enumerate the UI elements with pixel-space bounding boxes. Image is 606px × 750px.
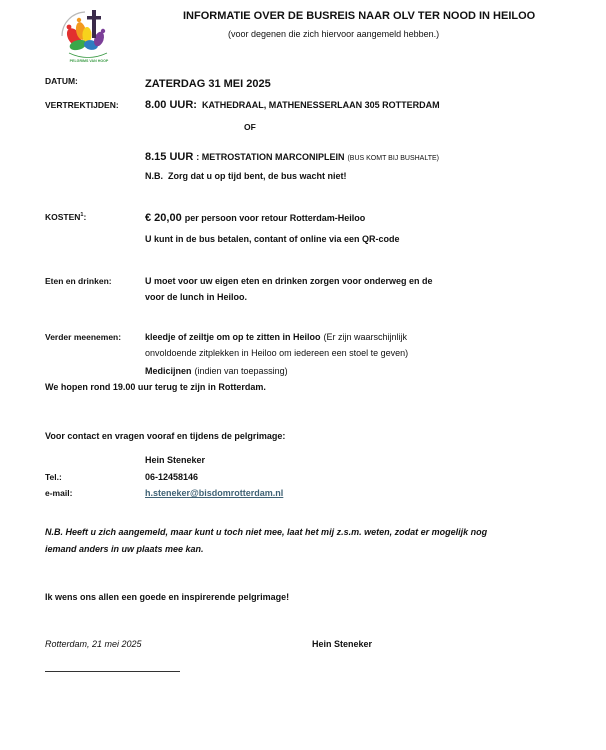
datum-value: ZATERDAG 31 MEI 2025	[145, 78, 271, 90]
closing-text: Ik wens ons allen een goede en inspirerende pelgrimage!	[45, 592, 290, 602]
document-title: INFORMATIE OVER DE BUSREIS NAAR OLV TER NOOD IN HEILOO	[183, 10, 536, 22]
kosten-label-text: KOSTEN	[45, 212, 81, 222]
kosten-amount-line	[145, 211, 365, 225]
kosten-label	[45, 211, 86, 223]
kosten-amount-detail: per persoon voor retour Rotterdam-Heiloo	[184, 213, 366, 223]
logo-cross-vertical	[92, 10, 96, 38]
departure-2-time: 8.15 UUR	[145, 151, 194, 163]
vertrektijden-label: VERTREKTIJDEN:	[45, 100, 119, 110]
logo-base-arc	[69, 53, 107, 58]
logo-cross-horizontal	[87, 16, 101, 20]
logo-text: PELGRIMS VAN HOOP	[69, 59, 109, 63]
kosten-amount: € 20,00	[145, 212, 182, 224]
tel-value: 06-12458146	[145, 472, 199, 482]
logo-head-red	[67, 25, 72, 30]
email-label: e-mail:	[45, 488, 73, 498]
pelgrims-van-hoop-logo-icon	[55, 6, 115, 68]
contact-heading: Voor contact en vragen vooraf en tijdens de pelgrimage:	[45, 431, 286, 441]
meenemen-item-1-text: kleedje of zeiltje om op te zitten in Heiloo	[145, 332, 321, 342]
meenemen-item-1-note-cont: onvoldoende zitplekken in Heiloo om iedereen een stoel te geven)	[145, 348, 409, 358]
logo-head-orange	[77, 18, 81, 22]
eten-line-2: voor de lunch in Heiloo.	[145, 292, 248, 302]
contact-name: Hein Steneker	[145, 455, 206, 465]
departure-option-2	[145, 150, 439, 166]
document-subtitle: (voor degenen die zich hiervoor aangemeld hebben.)	[228, 29, 440, 39]
notice-line-2: iemand anders in uw plaats mee kan.	[45, 544, 204, 554]
departure-2-place: : METROSTATION MARCONIPLEIN	[196, 152, 345, 162]
email-link[interactable]: h.steneker@bisdomrotterdam.nl	[145, 488, 284, 498]
departure-warning: N.B. Zorg dat u op tijd bent, de bus wacht niet!	[145, 171, 347, 181]
eten-label: Eten en drinken:	[45, 276, 112, 286]
meenemen-label: Verder meenemen:	[45, 332, 122, 342]
departure-2-note: (BUS KOMT BIJ BUSHALTE)	[347, 155, 440, 162]
meenemen-item-2	[145, 365, 288, 377]
departure-option-1	[145, 98, 440, 112]
kosten-footnote-mark: 1	[80, 212, 84, 218]
departure-1-time: 8.00 UUR:	[145, 99, 197, 111]
signature-place-date: Rotterdam, 21 mei 2025	[45, 639, 142, 649]
datum-label: DATUM:	[45, 76, 78, 86]
eten-line-1: U moet voor uw eigen eten en drinken zorgen voor onderweg en de	[145, 276, 433, 286]
departure-or: OF	[244, 122, 256, 132]
meenemen-item-1-note: (Er zijn waarschijnlijk	[323, 332, 408, 342]
tel-label: Tel.:	[45, 472, 62, 482]
departure-1-place: KATHEDRAAL, MATHENESSERLAAN 305 ROTTERDAM	[201, 100, 440, 110]
kosten-label-colon: :	[83, 212, 87, 222]
meenemen-item-2-note: (indien van toepassing)	[194, 366, 288, 376]
notice-line-1: N.B. Heeft u zich aangemeld, maar kunt u toch niet mee, laat het mij z.s.m. weten, zodat er mogelijk nog	[45, 527, 488, 537]
meenemen-item-1	[145, 331, 407, 343]
signature-line	[45, 671, 180, 672]
logo-head-purple	[101, 29, 105, 33]
signature-name: Hein Steneker	[312, 639, 373, 649]
meenemen-item-2-text: Medicijnen	[145, 366, 192, 376]
kosten-payment: U kunt in de bus betalen, contant of online via een QR-code	[145, 234, 400, 244]
return-note: We hopen rond 19.00 uur terug te zijn in Rotterdam.	[45, 382, 266, 392]
